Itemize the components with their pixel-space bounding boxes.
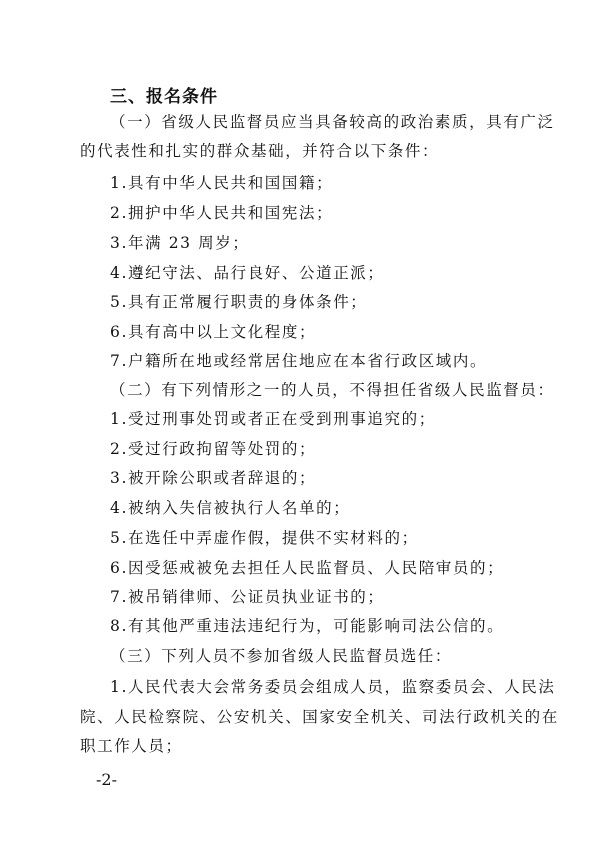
part2-item: 5.在选任中弄虚作假，提供不实材料的； (110, 529, 419, 547)
part2-item: 3.被开除公职或者辞退的； (110, 469, 317, 487)
part3-item1-line1: 1.人民代表大会常务委员会组成人员，监察委员会、人民法 (110, 678, 556, 696)
part1-item: 1.具有中华人民共和国国籍； (110, 174, 334, 192)
part3-item1-line3: 职工作人员； (80, 737, 183, 755)
part1-item: 4.遵纪守法、品行良好、公道正派； (110, 264, 385, 282)
part1-item: 5.具有正常履行职责的身体条件； (110, 293, 368, 311)
part2-item: 8.有其他严重违法违纪行为，可能影响司法公信的。 (110, 617, 505, 635)
part3-item1-line2: 院、人民检察院、公安机关、国家安全机关、司法行政机关的在 (80, 708, 559, 726)
part2-item: 4.被纳入失信被执行人名单的； (110, 499, 351, 517)
part2-intro: （二）有下列情形之一的人员，不得担任省级人民监督员： (110, 381, 555, 399)
part2-item: 7.被吊销律师、公证员执业证书的； (110, 588, 385, 606)
section-heading: 三、报名条件 (110, 87, 218, 107)
part1-intro-line2: 的代表性和扎实的群众基础，并符合以下条件： (80, 142, 440, 160)
part2-item: 6.因受惩戒被免去担任人民监督员、人民陪审员的； (110, 559, 505, 577)
part2-item: 1.受过刑事处罚或者正在受到刑事追究的； (110, 410, 436, 428)
part1-item: 7.户籍所在地或经常居住地应在本省行政区域内。 (110, 352, 488, 370)
part2-item: 2.受过行政拘留等处罚的； (110, 440, 317, 458)
part1-item: 6.具有高中以上文化程度； (110, 323, 317, 341)
part1-item: 3.年满 23 周岁； (110, 234, 250, 252)
part3-intro: （三）下列人员不参加省级人民监督员选任： (110, 647, 453, 665)
page-number: -2- (96, 770, 117, 789)
part1-intro-line1: （一）省级人民监督员应当具备较高的政治素质，具有广泛 (110, 113, 555, 131)
part1-item: 2.拥护中华人民共和国宪法； (110, 204, 334, 222)
